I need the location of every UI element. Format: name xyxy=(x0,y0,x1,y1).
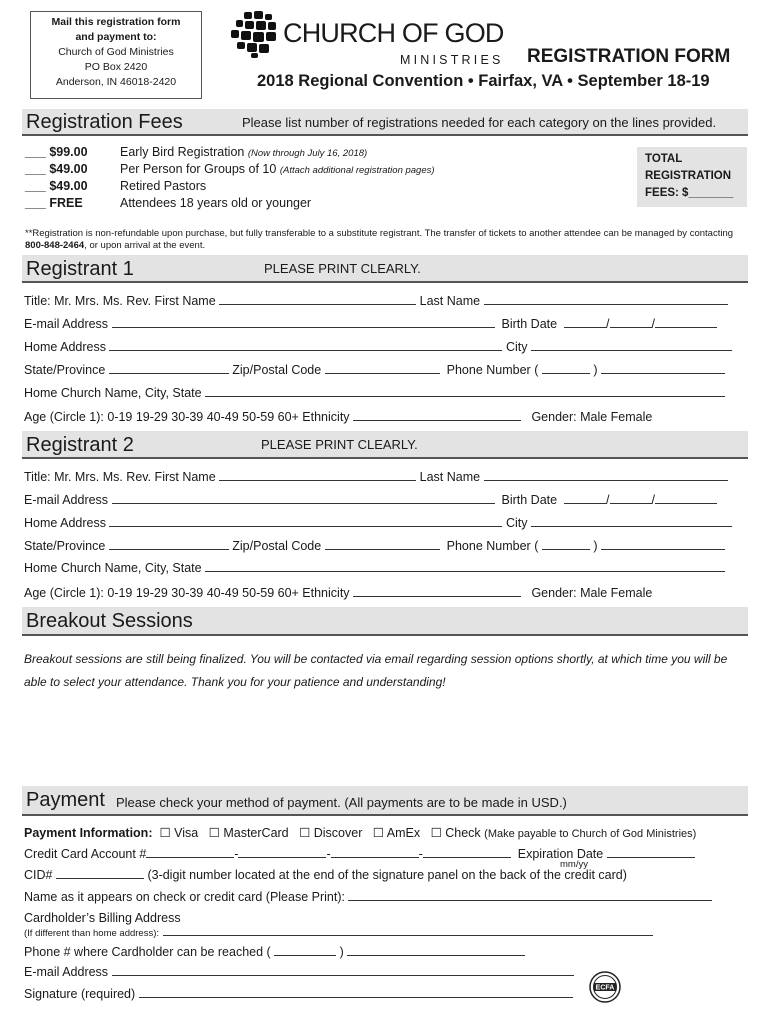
phone-number-field[interactable] xyxy=(601,538,725,550)
breakout-text: Breakout sessions are still being finalized. You will be contacted via email regarding session options shortly, at which time you will be able to select your attendance. Thank you for your patience and understanding! xyxy=(24,652,728,689)
total-label: TOTAL xyxy=(645,153,683,165)
birth-date-label: Birth Date xyxy=(501,317,558,331)
amex-checkbox[interactable]: ☐ AmEx xyxy=(372,826,421,840)
fee-note: (Now through July 16, 2018) xyxy=(247,148,368,159)
age-ethnicity-label: Age (Circle 1): 0-19 19-29 30-39 40-49 50-59 60+ Ethnicity xyxy=(24,410,350,424)
mmyy-hint: mm/yy xyxy=(560,859,588,870)
birth-date-label: Birth Date xyxy=(501,493,558,507)
cc-group-4[interactable] xyxy=(423,846,511,858)
mailing-address-box xyxy=(30,11,202,99)
section-title: Registration Fees xyxy=(26,111,183,133)
registrant-2-header xyxy=(22,431,748,459)
mail-line: Church of God Ministries xyxy=(58,46,174,58)
option-label: Visa xyxy=(174,826,199,840)
email-row: E-mail Address Birth Date / / xyxy=(24,316,717,331)
email-row: E-mail Address Birth Date / / xyxy=(24,492,717,507)
expiration-label: Expiration Date xyxy=(517,847,604,861)
last-name-label: Last Name xyxy=(419,294,481,308)
billing-row xyxy=(24,924,653,939)
check-note: (Make payable to Church of God Ministries) xyxy=(484,828,697,840)
city-label: City xyxy=(505,340,528,354)
billing-address-field[interactable] xyxy=(163,924,653,936)
email-field[interactable] xyxy=(112,492,495,504)
cid-field[interactable] xyxy=(56,867,144,879)
billing-note: (If different than home address): xyxy=(24,928,160,939)
policy-text: **Registration is non-refundable upon purchase, but fully transferable to a substitute registrant. The transfer of tickets to another attendee can be managed by contacting xyxy=(25,228,734,239)
cc-group-1[interactable] xyxy=(146,846,234,858)
fee-label: Attendees 18 years old or younger xyxy=(120,196,312,210)
brand-subtitle: MINISTRIES xyxy=(400,53,504,67)
home-address-label: Home Address xyxy=(24,340,106,354)
convention-title: 2018 Regional Convention • Fairfax, VA • September 18-19 xyxy=(257,72,710,90)
breakout-sessions-header xyxy=(22,607,748,636)
birth-month-field[interactable] xyxy=(564,316,606,328)
print-clearly: PLEASE PRINT CLEARLY. xyxy=(264,261,421,276)
section-title: Registrant 1 xyxy=(26,258,134,280)
section-title: Breakout Sessions xyxy=(26,610,193,632)
home-church-label: Home Church Name, City, State xyxy=(24,561,202,575)
email-label: E-mail Address xyxy=(24,493,109,507)
visa-checkbox[interactable]: ☐ Visa xyxy=(159,826,199,840)
city-label: City xyxy=(505,516,528,530)
email-label: E-mail Address xyxy=(24,317,109,331)
cardholder-phone-field[interactable] xyxy=(347,944,525,956)
fee-amount: ___ $49.00 xyxy=(25,162,88,176)
brand-name: CHURCH OF GOD xyxy=(283,18,504,48)
zip-label: Zip/Postal Code xyxy=(232,539,322,553)
cardholder-name-label: Name as it appears on check or credit card (Please Print): xyxy=(24,890,345,904)
refund-policy xyxy=(25,228,745,252)
expiration-field[interactable] xyxy=(607,846,695,858)
zip-label: Zip/Postal Code xyxy=(232,363,322,377)
payment-email-row xyxy=(24,964,574,979)
option-label: Discover xyxy=(313,826,363,840)
home-address-field[interactable] xyxy=(109,515,502,527)
signature-field[interactable] xyxy=(139,986,573,998)
signature-row xyxy=(24,986,573,1001)
policy-phone: 800-848-2464 xyxy=(25,240,85,251)
mail-line: Mail this registration form xyxy=(51,16,181,28)
option-label: MasterCard xyxy=(223,826,289,840)
phone-paren: ) xyxy=(593,363,598,377)
print-clearly: PLEASE PRINT CLEARLY. xyxy=(261,437,418,452)
discover-checkbox[interactable]: ☐ Discover xyxy=(299,826,363,840)
zip-field[interactable] xyxy=(325,538,440,550)
check-checkbox[interactable]: ☐ Check xyxy=(430,826,481,840)
credit-card-row: Credit Card Account # - - - Expiration Date xyxy=(24,846,695,861)
home-church-field[interactable] xyxy=(205,385,725,397)
total-fees-field: FEES: $_______ xyxy=(645,187,734,199)
fee-item[interactable] xyxy=(25,162,435,176)
fee-note: (Attach additional registration pages) xyxy=(279,165,435,176)
payment-email-field[interactable] xyxy=(112,964,574,976)
total-fees-box[interactable] xyxy=(637,147,747,207)
cc-group-2[interactable] xyxy=(238,846,326,858)
cardholder-name-row xyxy=(24,889,712,904)
church-row xyxy=(24,385,725,400)
home-address-label: Home Address xyxy=(24,516,106,530)
phone-paren: ) xyxy=(593,539,598,553)
payment-method-row xyxy=(24,825,696,840)
cardholder-phone-label: Phone # where Cardholder can be reached ( xyxy=(24,945,271,959)
fee-amount: ___ $49.00 xyxy=(25,179,88,193)
birth-month-field[interactable] xyxy=(564,492,606,504)
last-name-field[interactable] xyxy=(484,469,728,481)
cid-label: CID# xyxy=(24,868,53,882)
phone-paren: ) xyxy=(339,945,344,959)
payment-email-label: E-mail Address xyxy=(24,965,109,979)
mail-line: and payment to: xyxy=(75,31,157,43)
cc-account-label: Credit Card Account # xyxy=(24,847,147,861)
policy-text: , or upon arrival at the event. xyxy=(84,240,206,251)
ethnicity-field[interactable] xyxy=(353,409,521,421)
state-row xyxy=(24,362,725,377)
email-field[interactable] xyxy=(112,316,495,328)
age-row xyxy=(24,585,652,600)
payment-note: Please check your method of payment. (All payments are to be made in USD.) xyxy=(116,795,567,810)
city-field[interactable] xyxy=(531,515,732,527)
birth-day-field[interactable] xyxy=(610,316,652,328)
payment-header xyxy=(22,786,748,816)
ecfa-seal-icon xyxy=(589,971,621,1003)
phone-area-field[interactable] xyxy=(542,362,590,374)
fee-label: Retired Pastors xyxy=(120,179,207,193)
billing-label: Cardholder’s Billing Address xyxy=(24,911,181,925)
mastercard-checkbox[interactable]: ☐ MasterCard xyxy=(208,826,289,840)
home-church-label: Home Church Name, City, State xyxy=(24,386,202,400)
option-label: Check xyxy=(445,826,481,840)
title-name-label: Title: Mr. Mrs. Ms. Rev. First Name xyxy=(24,470,216,484)
mail-line: Anderson, IN 46018-2420 xyxy=(55,76,177,88)
city-field[interactable] xyxy=(531,339,732,351)
cardholder-name-field[interactable] xyxy=(348,889,712,901)
form-title: REGISTRATION FORM xyxy=(527,46,731,67)
church-of-god-logo-icon xyxy=(228,10,280,58)
state-label: State/Province xyxy=(24,539,106,553)
home-church-field[interactable] xyxy=(205,560,725,572)
address-row xyxy=(24,515,732,530)
phone-number-field[interactable] xyxy=(601,362,725,374)
last-name-field[interactable] xyxy=(484,293,728,305)
cardholder-phone-area-field[interactable] xyxy=(274,944,336,956)
state-field[interactable] xyxy=(109,362,229,374)
fee-label: Per Person for Groups of 10 xyxy=(120,162,280,176)
registrant-1-header xyxy=(22,255,748,283)
gender-options[interactable]: Gender: Male Female xyxy=(531,586,653,600)
phone-area-field[interactable] xyxy=(542,538,590,550)
birth-day-field[interactable] xyxy=(610,492,652,504)
birth-year-field[interactable] xyxy=(655,316,717,328)
last-name-label: Last Name xyxy=(419,470,481,484)
fee-amount: ___ FREE xyxy=(25,196,83,210)
fee-item[interactable] xyxy=(25,196,311,210)
age-row xyxy=(24,409,652,424)
state-row xyxy=(24,538,725,553)
total-label: REGISTRATION xyxy=(645,170,732,182)
registration-fees-header xyxy=(22,109,748,136)
ethnicity-field[interactable] xyxy=(353,585,521,597)
church-row xyxy=(24,560,725,575)
option-label: AmEx xyxy=(386,826,421,840)
payment-info-label: Payment Information: xyxy=(24,826,153,840)
home-address-field[interactable] xyxy=(109,339,502,351)
birth-year-field[interactable] xyxy=(655,492,717,504)
fees-instruction: Please list number of registrations needed for each category on the lines provided. xyxy=(242,115,717,130)
mail-line: PO Box 2420 xyxy=(84,61,148,73)
first-name-field[interactable] xyxy=(219,469,416,481)
name-row xyxy=(24,293,728,308)
first-name-field[interactable] xyxy=(219,293,416,305)
name-row xyxy=(24,469,728,484)
phone-label: Phone Number ( xyxy=(446,363,539,377)
fee-label: Early Bird Registration xyxy=(120,145,248,159)
state-field[interactable] xyxy=(109,538,229,550)
fee-item[interactable] xyxy=(25,179,206,193)
gender-options[interactable]: Gender: Male Female xyxy=(531,410,653,424)
fee-amount: ___ $99.00 xyxy=(25,145,88,159)
age-ethnicity-label: Age (Circle 1): 0-19 19-29 30-39 40-49 50-59 60+ Ethnicity xyxy=(24,586,350,600)
cc-group-3[interactable] xyxy=(331,846,419,858)
phone-label: Phone Number ( xyxy=(446,539,539,553)
cardholder-phone-row xyxy=(24,944,525,959)
zip-field[interactable] xyxy=(325,362,440,374)
fee-item[interactable] xyxy=(25,145,367,159)
ecfa-text: ECFA xyxy=(595,984,615,992)
cid-row xyxy=(24,867,627,882)
state-label: State/Province xyxy=(24,363,106,377)
signature-label: Signature (required) xyxy=(24,987,136,1001)
section-title: Registrant 2 xyxy=(26,434,134,456)
title-name-label: Title: Mr. Mrs. Ms. Rev. First Name xyxy=(24,294,216,308)
cid-note: (3-digit number located at the end of the signature panel on the back of the credit card) xyxy=(147,868,627,882)
section-title: Payment xyxy=(26,789,105,811)
address-row xyxy=(24,339,732,354)
